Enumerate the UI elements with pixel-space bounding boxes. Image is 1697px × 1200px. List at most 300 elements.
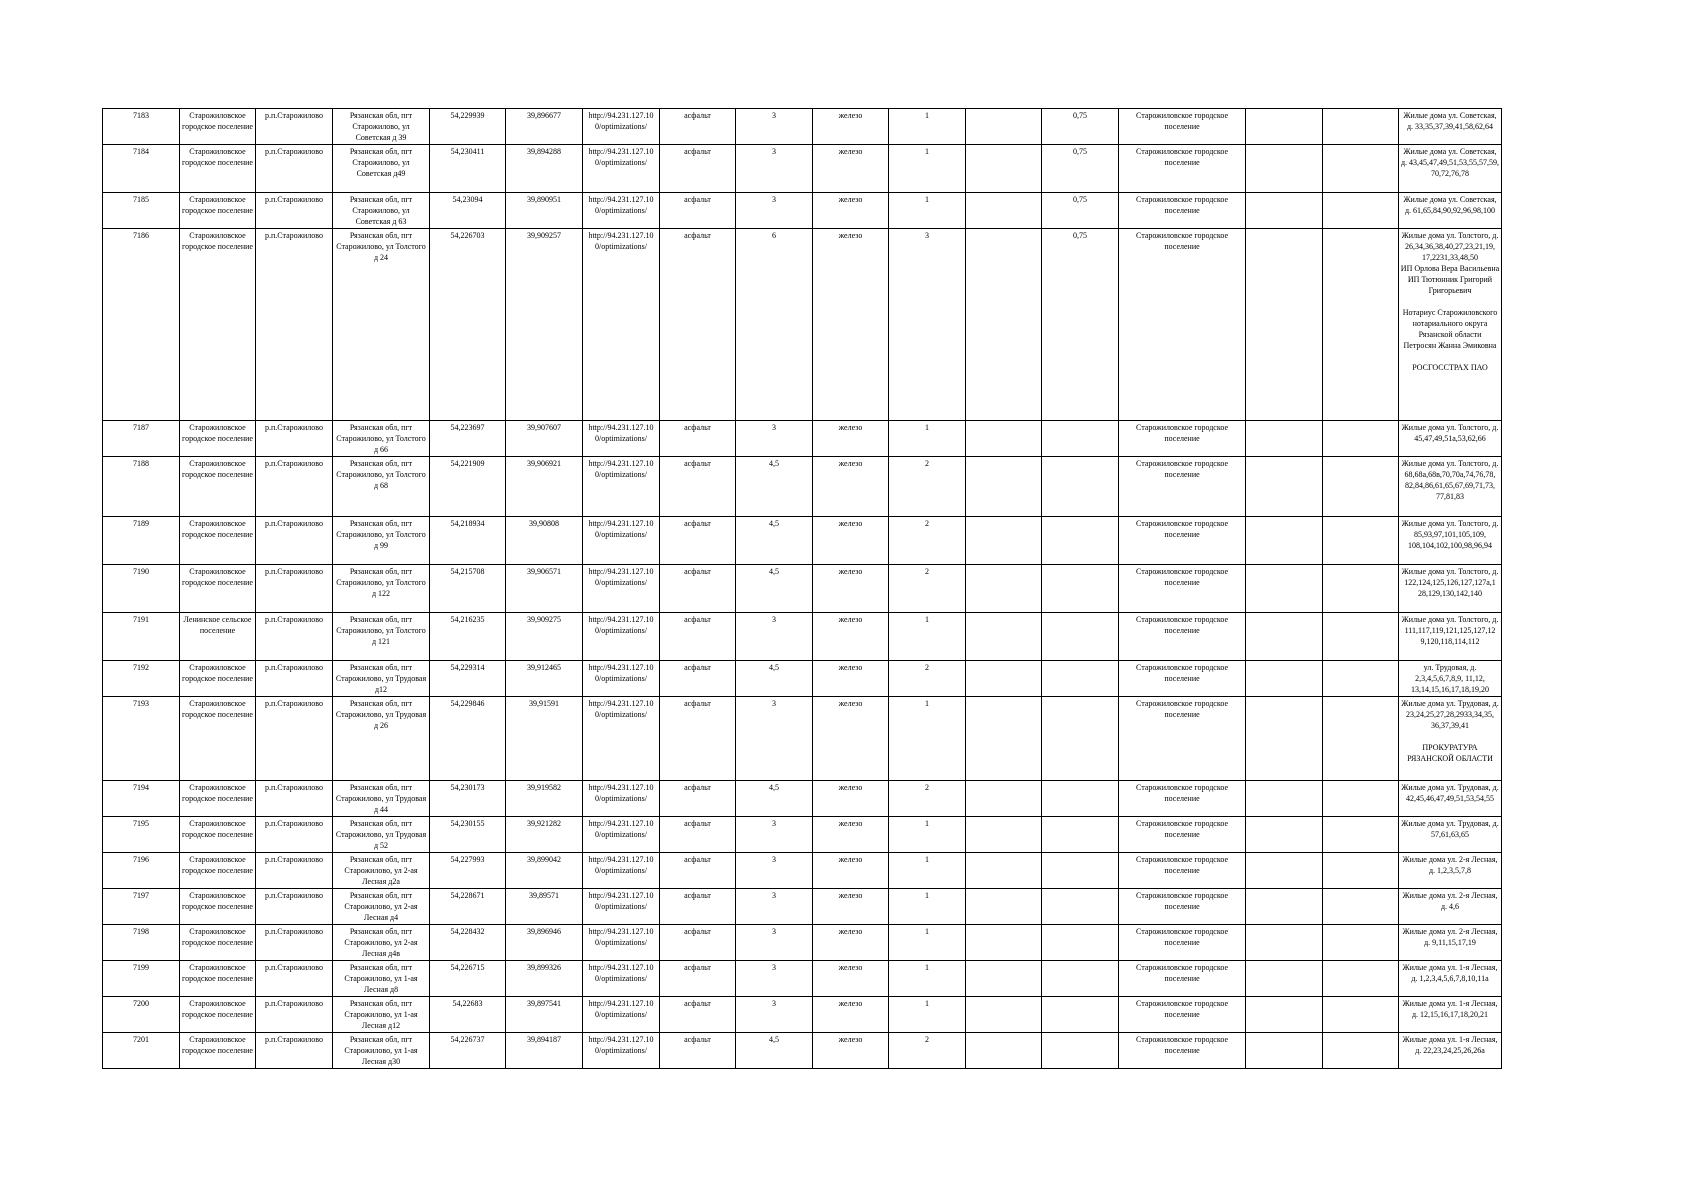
area-cell: 3	[736, 817, 813, 853]
locality-cell: р.п.Старожилово	[256, 229, 333, 421]
surface-cell: асфальт	[660, 109, 736, 145]
material-cell: железо	[813, 1033, 889, 1069]
locality-cell: р.п.Старожилово	[256, 853, 333, 889]
volume-cell: 0,75	[1042, 145, 1119, 193]
table-row	[103, 817, 1502, 853]
volume-cell	[1042, 457, 1119, 517]
surface-cell: асфальт	[660, 925, 736, 961]
table-body	[103, 109, 1502, 1069]
containers-cell: 1	[889, 421, 966, 457]
empty-cell	[1323, 1033, 1399, 1069]
containers-cell: 2	[889, 457, 966, 517]
table-row	[103, 145, 1502, 193]
area-cell: 3	[736, 145, 813, 193]
map-link[interactable]: http://94.231.127.10 0/optimizations/	[583, 961, 660, 997]
settlement-cell: Старожиловское городское поселение	[180, 1033, 256, 1069]
map-link[interactable]: http://94.231.127.10 0/optimizations/	[583, 613, 660, 661]
longitude-cell: 39,896677	[506, 109, 583, 145]
owner-cell: Старожиловское городское поселение	[1119, 889, 1246, 925]
empty-cell	[1246, 997, 1323, 1033]
surface-cell: асфальт	[660, 661, 736, 697]
containers-cell: 2	[889, 1033, 966, 1069]
address-cell: Рязанская обл, пгт Старожилово, ул Толстого д 99	[333, 517, 430, 565]
table-row	[103, 421, 1502, 457]
volume-cell: 0,75	[1042, 193, 1119, 229]
area-cell: 4,5	[736, 1033, 813, 1069]
address-cell: Рязанская обл, пгт Старожилово, ул Советская д 39	[333, 109, 430, 145]
containers-cell: 1	[889, 817, 966, 853]
locality-cell: р.п.Старожилово	[256, 997, 333, 1033]
address-cell: Рязанская обл, пгт Старожилово, ул Толстого д 66	[333, 421, 430, 457]
empty-cell	[966, 193, 1042, 229]
latitude-cell: 54,218934	[430, 517, 506, 565]
map-link[interactable]: http://94.231.127.10 0/optimizations/	[583, 517, 660, 565]
surface-cell: асфальт	[660, 697, 736, 781]
empty-cell	[1246, 229, 1323, 421]
row-number: 7199	[103, 961, 180, 997]
locality-cell: р.п.Старожилово	[256, 697, 333, 781]
empty-cell	[1323, 457, 1399, 517]
served-objects-cell: Жилые дома ул. 1-я Лесная, д. 1,2,3,4,5,6,7,8,10,11а	[1399, 961, 1502, 997]
table-row	[103, 229, 1502, 421]
containers-cell: 3	[889, 229, 966, 421]
empty-cell	[1323, 229, 1399, 421]
row-number: 7195	[103, 817, 180, 853]
longitude-cell: 39,894288	[506, 145, 583, 193]
area-cell: 3	[736, 961, 813, 997]
empty-cell	[966, 109, 1042, 145]
row-number: 7192	[103, 661, 180, 697]
surface-cell: асфальт	[660, 517, 736, 565]
surface-cell: асфальт	[660, 889, 736, 925]
map-link[interactable]: http://94.231.127.10 0/optimizations/	[583, 697, 660, 781]
locality-cell: р.п.Старожилово	[256, 781, 333, 817]
address-cell: Рязанская обл, пгт Старожилово, ул Трудовая д 44	[333, 781, 430, 817]
material-cell: железо	[813, 517, 889, 565]
map-link[interactable]: http://94.231.127.10 0/optimizations/	[583, 853, 660, 889]
containers-cell: 1	[889, 997, 966, 1033]
settlement-cell: Старожиловское городское поселение	[180, 421, 256, 457]
locality-cell: р.п.Старожилово	[256, 145, 333, 193]
settlement-cell: Ленинское сельское поселение	[180, 613, 256, 661]
area-cell: 3	[736, 889, 813, 925]
served-objects-cell: Жилые дома ул. Толстого, д. 111,117,119,121,125,127,12 9,120,118,114,112	[1399, 613, 1502, 661]
volume-cell	[1042, 961, 1119, 997]
locality-cell: р.п.Старожилово	[256, 193, 333, 229]
latitude-cell: 54,22683	[430, 997, 506, 1033]
table-row	[103, 997, 1502, 1033]
surface-cell: асфальт	[660, 613, 736, 661]
settlement-cell: Старожиловское городское поселение	[180, 697, 256, 781]
material-cell: железо	[813, 457, 889, 517]
longitude-cell: 39,907607	[506, 421, 583, 457]
settlement-cell: Старожиловское городское поселение	[180, 997, 256, 1033]
area-cell: 3	[736, 193, 813, 229]
served-objects-cell: Жилые дома ул. 2-я Лесная, д. 4,6	[1399, 889, 1502, 925]
empty-cell	[1323, 661, 1399, 697]
map-link[interactable]: http://94.231.127.10 0/optimizations/	[583, 925, 660, 961]
row-number: 7190	[103, 565, 180, 613]
settlement-cell: Старожиловское городское поселение	[180, 781, 256, 817]
volume-cell	[1042, 1033, 1119, 1069]
containers-cell: 2	[889, 517, 966, 565]
material-cell: железо	[813, 925, 889, 961]
owner-cell: Старожиловское городское поселение	[1119, 961, 1246, 997]
latitude-cell: 54,23094	[430, 193, 506, 229]
empty-cell	[1246, 925, 1323, 961]
empty-cell	[1323, 193, 1399, 229]
empty-cell	[966, 853, 1042, 889]
table-row	[103, 925, 1502, 961]
surface-cell: асфальт	[660, 229, 736, 421]
served-objects-cell: ул. Трудовая, д. 2,3,4,5,6,7,8,9, 11,12, 13,14,15,16,17,18,19,20	[1399, 661, 1502, 697]
material-cell: железо	[813, 817, 889, 853]
empty-cell	[1323, 613, 1399, 661]
material-cell: железо	[813, 565, 889, 613]
material-cell: железо	[813, 961, 889, 997]
owner-cell: Старожиловское городское поселение	[1119, 109, 1246, 145]
row-number: 7187	[103, 421, 180, 457]
volume-cell	[1042, 565, 1119, 613]
surface-cell: асфальт	[660, 817, 736, 853]
longitude-cell: 39,897541	[506, 997, 583, 1033]
area-cell: 3	[736, 853, 813, 889]
address-cell: Рязанская обл, пгт Старожилово, ул Толстого д 68	[333, 457, 430, 517]
longitude-cell: 39,91591	[506, 697, 583, 781]
waste-sites-table	[102, 108, 1502, 1069]
address-cell: Рязанская обл, пгт Старожилово, ул 1-ая Лесная д30	[333, 1033, 430, 1069]
area-cell: 3	[736, 925, 813, 961]
material-cell: железо	[813, 997, 889, 1033]
material-cell: железо	[813, 661, 889, 697]
latitude-cell: 54,230411	[430, 145, 506, 193]
address-cell: Рязанская обл, пгт Старожилово, ул Советская д49	[333, 145, 430, 193]
material-cell: железо	[813, 193, 889, 229]
settlement-cell: Старожиловское городское поселение	[180, 661, 256, 697]
latitude-cell: 54,215708	[430, 565, 506, 613]
empty-cell	[966, 661, 1042, 697]
map-link[interactable]: http://94.231.127.10 0/optimizations/	[583, 997, 660, 1033]
empty-cell	[966, 817, 1042, 853]
row-number: 7193	[103, 697, 180, 781]
settlement-cell: Старожиловское городское поселение	[180, 517, 256, 565]
owner-cell: Старожиловское городское поселение	[1119, 997, 1246, 1033]
containers-cell: 1	[889, 193, 966, 229]
surface-cell: асфальт	[660, 457, 736, 517]
owner-cell: Старожиловское городское поселение	[1119, 145, 1246, 193]
map-link[interactable]: http://94.231.127.10 0/optimizations/	[583, 145, 660, 193]
area-cell: 3	[736, 997, 813, 1033]
locality-cell: р.п.Старожилово	[256, 1033, 333, 1069]
empty-cell	[1246, 613, 1323, 661]
row-number: 7200	[103, 997, 180, 1033]
address-cell: Рязанская обл, пгт Старожилово, ул Трудовая д 52	[333, 817, 430, 853]
latitude-cell: 54,227993	[430, 853, 506, 889]
empty-cell	[1323, 961, 1399, 997]
table-row	[103, 517, 1502, 565]
empty-cell	[966, 697, 1042, 781]
containers-cell: 1	[889, 145, 966, 193]
locality-cell: р.п.Старожилово	[256, 457, 333, 517]
longitude-cell: 39,89571	[506, 889, 583, 925]
owner-cell: Старожиловское городское поселение	[1119, 925, 1246, 961]
table-row	[103, 565, 1502, 613]
longitude-cell: 39,894187	[506, 1033, 583, 1069]
empty-cell	[1323, 421, 1399, 457]
empty-cell	[1246, 781, 1323, 817]
row-number: 7191	[103, 613, 180, 661]
row-number: 7196	[103, 853, 180, 889]
row-number: 7201	[103, 1033, 180, 1069]
served-objects-cell: Жилые дома ул. 2-я Лесная, д. 9,11,15,17,19	[1399, 925, 1502, 961]
locality-cell: р.п.Старожилово	[256, 661, 333, 697]
volume-cell	[1042, 817, 1119, 853]
area-cell: 3	[736, 697, 813, 781]
latitude-cell: 54,223697	[430, 421, 506, 457]
material-cell: железо	[813, 781, 889, 817]
latitude-cell: 54,216235	[430, 613, 506, 661]
material-cell: железо	[813, 613, 889, 661]
map-link[interactable]: http://94.231.127.10 0/optimizations/	[583, 457, 660, 517]
served-objects-cell: Жилые дома ул. Трудовая, д. 42,45,46,47,49,51,53,54,55	[1399, 781, 1502, 817]
address-cell: Рязанская обл, пгт Старожилово, ул Советская д 63	[333, 193, 430, 229]
served-objects-cell: Жилые дома ул. Трудовая, д. 57,61,63,65	[1399, 817, 1502, 853]
settlement-cell: Старожиловское городское поселение	[180, 817, 256, 853]
row-number: 7194	[103, 781, 180, 817]
served-objects-cell: Жилые дома ул. Трудовая, д. 23,24,25,27,28,2933,34,35, 36,37,39,41 ПРОКУРАТУРА РЯЗАНСКОЙ ОБЛАСТИ	[1399, 697, 1502, 781]
surface-cell: асфальт	[660, 781, 736, 817]
volume-cell	[1042, 517, 1119, 565]
table-row	[103, 961, 1502, 997]
map-link[interactable]: http://94.231.127.10 0/optimizations/	[583, 1033, 660, 1069]
empty-cell	[1246, 1033, 1323, 1069]
containers-cell: 1	[889, 853, 966, 889]
table-row	[103, 781, 1502, 817]
map-link[interactable]: http://94.231.127.10 0/optimizations/	[583, 817, 660, 853]
empty-cell	[966, 145, 1042, 193]
address-cell: Рязанская обл, пгт Старожилово, ул Толстого д 122	[333, 565, 430, 613]
surface-cell: асфальт	[660, 853, 736, 889]
longitude-cell: 39,896946	[506, 925, 583, 961]
empty-cell	[1246, 457, 1323, 517]
settlement-cell: Старожиловское городское поселение	[180, 925, 256, 961]
latitude-cell: 54,228671	[430, 889, 506, 925]
owner-cell: Старожиловское городское поселение	[1119, 565, 1246, 613]
settlement-cell: Старожиловское городское поселение	[180, 565, 256, 613]
empty-cell	[966, 613, 1042, 661]
served-objects-cell: Жилые дома ул. 1-я Лесная, д. 22,23,24,25,26,26а	[1399, 1033, 1502, 1069]
locality-cell: р.п.Старожилово	[256, 889, 333, 925]
locality-cell: р.п.Старожилово	[256, 421, 333, 457]
address-cell: Рязанская обл, пгт Старожилово, ул 2-ая Лесная д4	[333, 889, 430, 925]
empty-cell	[966, 961, 1042, 997]
locality-cell: р.п.Старожилово	[256, 565, 333, 613]
row-number: 7198	[103, 925, 180, 961]
longitude-cell: 39,909257	[506, 229, 583, 421]
latitude-cell: 54,229846	[430, 697, 506, 781]
owner-cell: Старожиловское городское поселение	[1119, 781, 1246, 817]
empty-cell	[1246, 697, 1323, 781]
settlement-cell: Старожиловское городское поселение	[180, 109, 256, 145]
settlement-cell: Старожиловское городское поселение	[180, 853, 256, 889]
containers-cell: 1	[889, 961, 966, 997]
map-link[interactable]: http://94.231.127.10 0/optimizations/	[583, 193, 660, 229]
row-number: 7186	[103, 229, 180, 421]
table-row	[103, 697, 1502, 781]
map-link[interactable]: http://94.231.127.10 0/optimizations/	[583, 109, 660, 145]
served-objects-cell: Жилые дома ул. Толстого, д. 122,124,125,126,127,127а,1 28,129,130,142,140	[1399, 565, 1502, 613]
empty-cell	[1246, 145, 1323, 193]
surface-cell: асфальт	[660, 1033, 736, 1069]
map-link[interactable]: http://94.231.127.10 0/optimizations/	[583, 421, 660, 457]
table-row	[103, 193, 1502, 229]
empty-cell	[966, 517, 1042, 565]
empty-cell	[966, 889, 1042, 925]
material-cell: железо	[813, 109, 889, 145]
latitude-cell: 54,230155	[430, 817, 506, 853]
empty-cell	[966, 925, 1042, 961]
settlement-cell: Старожиловское городское поселение	[180, 193, 256, 229]
material-cell: железо	[813, 853, 889, 889]
served-objects-cell: Жилые дома ул. Толстого, д. 85,93,97,101,105,109, 108,104,102,100,98,96,94	[1399, 517, 1502, 565]
longitude-cell: 39,919582	[506, 781, 583, 817]
volume-cell: 0,75	[1042, 109, 1119, 145]
volume-cell	[1042, 661, 1119, 697]
empty-cell	[1246, 853, 1323, 889]
latitude-cell: 54,226715	[430, 961, 506, 997]
latitude-cell: 54,228432	[430, 925, 506, 961]
volume-cell	[1042, 853, 1119, 889]
empty-cell	[1246, 517, 1323, 565]
longitude-cell: 39,899326	[506, 961, 583, 997]
settlement-cell: Старожиловское городское поселение	[180, 457, 256, 517]
locality-cell: р.п.Старожилово	[256, 817, 333, 853]
surface-cell: асфальт	[660, 565, 736, 613]
area-cell: 3	[736, 613, 813, 661]
empty-cell	[1246, 565, 1323, 613]
empty-cell	[1246, 817, 1323, 853]
address-cell: Рязанская обл, пгт Старожилово, ул Трудовая д 26	[333, 697, 430, 781]
locality-cell: р.п.Старожилово	[256, 961, 333, 997]
row-number: 7197	[103, 889, 180, 925]
surface-cell: асфальт	[660, 145, 736, 193]
map-link[interactable]: http://94.231.127.10 0/optimizations/	[583, 889, 660, 925]
area-cell: 4,5	[736, 517, 813, 565]
address-cell: Рязанская обл, пгт Старожилово, ул Толстого д 24	[333, 229, 430, 421]
empty-cell	[1323, 781, 1399, 817]
longitude-cell: 39,921282	[506, 817, 583, 853]
owner-cell: Старожиловское городское поселение	[1119, 517, 1246, 565]
longitude-cell: 39,906921	[506, 457, 583, 517]
owner-cell: Старожиловское городское поселение	[1119, 613, 1246, 661]
empty-cell	[966, 565, 1042, 613]
empty-cell	[1323, 109, 1399, 145]
longitude-cell: 39,912465	[506, 661, 583, 697]
empty-cell	[1323, 925, 1399, 961]
volume-cell	[1042, 889, 1119, 925]
containers-cell: 1	[889, 613, 966, 661]
latitude-cell: 54,226737	[430, 1033, 506, 1069]
locality-cell: р.п.Старожилово	[256, 517, 333, 565]
volume-cell	[1042, 925, 1119, 961]
owner-cell: Старожиловское городское поселение	[1119, 1033, 1246, 1069]
map-link[interactable]: http://94.231.127.10 0/optimizations/	[583, 661, 660, 697]
containers-cell: 1	[889, 697, 966, 781]
empty-cell	[1323, 817, 1399, 853]
area-cell: 4,5	[736, 781, 813, 817]
empty-cell	[1323, 517, 1399, 565]
row-number: 7184	[103, 145, 180, 193]
containers-cell: 1	[889, 925, 966, 961]
locality-cell: р.п.Старожилово	[256, 613, 333, 661]
containers-cell: 1	[889, 889, 966, 925]
empty-cell	[1246, 193, 1323, 229]
empty-cell	[1246, 661, 1323, 697]
area-cell: 3	[736, 109, 813, 145]
longitude-cell: 39,90808	[506, 517, 583, 565]
longitude-cell: 39,906571	[506, 565, 583, 613]
table-row	[103, 853, 1502, 889]
longitude-cell: 39,899042	[506, 853, 583, 889]
address-cell: Рязанская обл, пгт Старожилово, ул Толстого д 121	[333, 613, 430, 661]
table-row	[103, 457, 1502, 517]
owner-cell: Старожиловское городское поселение	[1119, 457, 1246, 517]
owner-cell: Старожиловское городское поселение	[1119, 193, 1246, 229]
empty-cell	[1246, 961, 1323, 997]
empty-cell	[1323, 145, 1399, 193]
served-objects-cell: Жилые дома ул. 2-я Лесная, д. 1,2,3,5,7,8	[1399, 853, 1502, 889]
empty-cell	[1246, 889, 1323, 925]
empty-cell	[966, 1033, 1042, 1069]
locality-cell: р.п.Старожилово	[256, 109, 333, 145]
map-link[interactable]: http://94.231.127.10 0/optimizations/	[583, 781, 660, 817]
volume-cell	[1042, 421, 1119, 457]
settlement-cell: Старожиловское городское поселение	[180, 889, 256, 925]
material-cell: железо	[813, 889, 889, 925]
volume-cell	[1042, 697, 1119, 781]
empty-cell	[1246, 109, 1323, 145]
map-link[interactable]: http://94.231.127.10 0/optimizations/	[583, 229, 660, 421]
address-cell: Рязанская обл, пгт Старожилово, ул 2-ая Лесная д2а	[333, 853, 430, 889]
table-row	[103, 1033, 1502, 1069]
empty-cell	[966, 229, 1042, 421]
served-objects-cell: Жилые дома ул. 1-я Лесная, д. 12,15,16,17,18,20,21	[1399, 997, 1502, 1033]
table-row	[103, 613, 1502, 661]
settlement-cell: Старожиловское городское поселение	[180, 145, 256, 193]
owner-cell: Старожиловское городское поселение	[1119, 697, 1246, 781]
served-objects-cell: Жилые дома ул. Советская, д. 61,65,84,90,92,96,98,100	[1399, 193, 1502, 229]
area-cell: 4,5	[736, 457, 813, 517]
row-number: 7188	[103, 457, 180, 517]
material-cell: железо	[813, 697, 889, 781]
material-cell: железо	[813, 145, 889, 193]
owner-cell: Старожиловское городское поселение	[1119, 229, 1246, 421]
address-cell: Рязанская обл, пгт Старожилово, ул 1-ая Лесная д8	[333, 961, 430, 997]
containers-cell: 2	[889, 781, 966, 817]
row-number: 7185	[103, 193, 180, 229]
empty-cell	[1246, 421, 1323, 457]
empty-cell	[1323, 565, 1399, 613]
material-cell: железо	[813, 421, 889, 457]
empty-cell	[1323, 889, 1399, 925]
latitude-cell: 54,221909	[430, 457, 506, 517]
containers-cell: 1	[889, 109, 966, 145]
map-link[interactable]: http://94.231.127.10 0/optimizations/	[583, 565, 660, 613]
longitude-cell: 39,909275	[506, 613, 583, 661]
address-cell: Рязанская обл, пгт Старожилово, ул 1-ая Лесная д12	[333, 997, 430, 1033]
owner-cell: Старожиловское городское поселение	[1119, 661, 1246, 697]
owner-cell: Старожиловское городское поселение	[1119, 817, 1246, 853]
